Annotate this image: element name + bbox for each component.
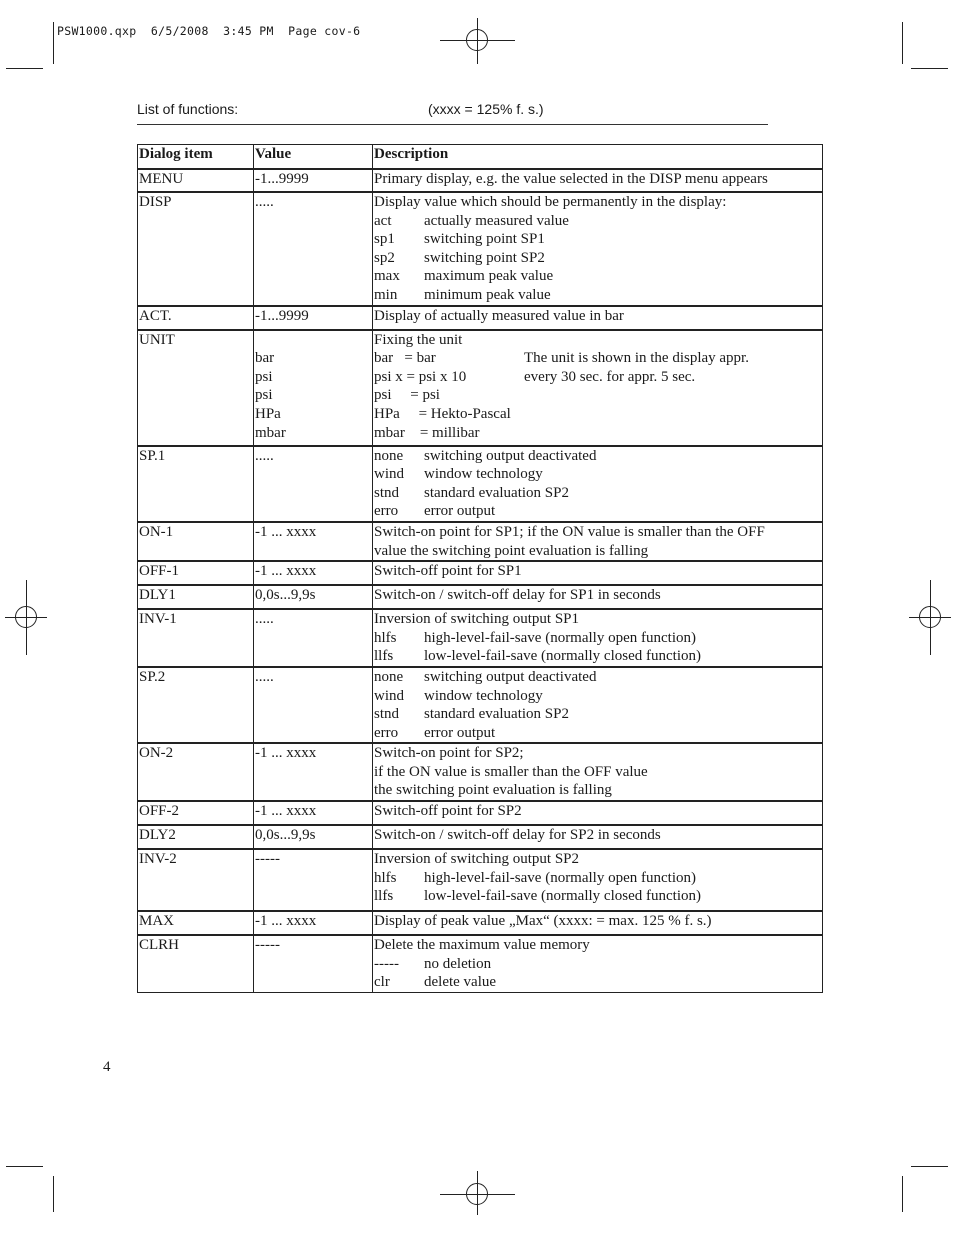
dialog-item-cell bbox=[138, 192, 254, 306]
column-header: Value bbox=[254, 145, 373, 170]
value-cell bbox=[254, 585, 373, 609]
option-meaning: low-level-fail-save (normally closed function) bbox=[424, 888, 701, 905]
option-code: llfs bbox=[374, 648, 394, 665]
description-cell bbox=[373, 849, 823, 911]
value-text: ----- bbox=[255, 937, 280, 954]
description-text: Display of actually measured value in bar bbox=[374, 307, 624, 324]
table-row bbox=[138, 169, 823, 192]
option-meaning: actually measured value bbox=[424, 212, 569, 229]
option-meaning: low-level-fail-save (normally closed function) bbox=[424, 648, 701, 665]
option-code: min bbox=[374, 286, 398, 303]
description-cell bbox=[373, 306, 823, 330]
table-row bbox=[138, 935, 823, 992]
dialog-item-cell bbox=[138, 801, 254, 825]
crop-mark bbox=[53, 22, 54, 64]
description-text: Delete the maximum value memory bbox=[374, 937, 590, 954]
unit-note: The unit is shown in the display appr. bbox=[524, 350, 749, 367]
option-line bbox=[374, 724, 822, 743]
description-text: Switch-on point for SP1; if the ON value is smaller than the OFF bbox=[374, 523, 765, 540]
option-meaning: standard evaluation SP2 bbox=[424, 484, 569, 501]
table-row bbox=[138, 801, 823, 825]
option-meaning: error output bbox=[424, 503, 496, 520]
dialog-item: MAX bbox=[139, 913, 175, 930]
option-code: sp1 bbox=[374, 231, 395, 248]
description-text: the switching point evaluation is falling bbox=[374, 782, 612, 799]
option-line bbox=[374, 212, 822, 231]
table-row bbox=[138, 561, 823, 585]
table-row bbox=[138, 911, 823, 935]
description-text: value the switching point evaluation is falling bbox=[374, 542, 649, 559]
unit-definition: HPa = Hekto-Pascal bbox=[374, 405, 511, 422]
unit-option bbox=[374, 424, 822, 443]
dialog-item-cell bbox=[138, 446, 254, 522]
option-line bbox=[374, 230, 822, 249]
value-cell bbox=[254, 609, 373, 667]
option-line bbox=[374, 249, 822, 268]
unit-option bbox=[374, 386, 822, 405]
option-line bbox=[374, 502, 822, 521]
option-code: erro bbox=[374, 503, 399, 520]
value-cell bbox=[254, 667, 373, 743]
table-row bbox=[138, 330, 823, 446]
value-cell bbox=[254, 801, 373, 825]
description-text: Display value which should be permanently in the display: bbox=[374, 194, 727, 210]
dialog-item-cell bbox=[138, 935, 254, 992]
option-line bbox=[374, 887, 822, 906]
option-line bbox=[374, 447, 822, 466]
option-code: act bbox=[374, 212, 392, 229]
option-meaning: no deletion bbox=[424, 955, 492, 972]
description-text: Display of peak value „Max“ (xxxx: = max. 125 % f. s.) bbox=[374, 913, 712, 930]
dialog-item: ACT. bbox=[139, 307, 172, 324]
column-header: Dialog item bbox=[138, 145, 254, 170]
description-cell bbox=[373, 667, 823, 743]
description-cell bbox=[373, 192, 823, 306]
value-text: -1 ... xxxx bbox=[255, 523, 317, 540]
description-cell bbox=[373, 825, 823, 849]
option-line bbox=[374, 955, 822, 974]
value-cell bbox=[254, 849, 373, 911]
value-cell bbox=[254, 561, 373, 585]
description-cell bbox=[373, 561, 823, 585]
dialog-item-cell bbox=[138, 825, 254, 849]
description-cell bbox=[373, 330, 823, 446]
description-cell bbox=[373, 169, 823, 192]
table-row bbox=[138, 522, 823, 561]
list-title: List of functions: bbox=[137, 101, 239, 117]
description-cell bbox=[373, 446, 823, 522]
description-text: Switch-on / switch-off delay for SP2 in seconds bbox=[374, 827, 661, 844]
option-code: sp2 bbox=[374, 249, 395, 266]
option-line bbox=[374, 705, 822, 724]
dialog-item-cell bbox=[138, 585, 254, 609]
unit-option bbox=[374, 349, 822, 368]
value-cell bbox=[254, 935, 373, 992]
value-text: ..... bbox=[255, 194, 274, 210]
value-cell bbox=[254, 169, 373, 192]
crop-mark bbox=[53, 1176, 54, 1212]
option-code: wind bbox=[374, 687, 404, 704]
option-meaning: switching output deactivated bbox=[424, 447, 597, 464]
dialog-item: ON-1 bbox=[139, 523, 174, 540]
dialog-item: DISP bbox=[139, 194, 172, 210]
dialog-item: SP.2 bbox=[139, 668, 166, 685]
option-code: stnd bbox=[374, 484, 400, 501]
dialog-item: INV-1 bbox=[139, 611, 177, 628]
option-meaning: minimum peak value bbox=[424, 286, 551, 303]
table-row bbox=[138, 585, 823, 609]
value-cell bbox=[254, 446, 373, 522]
dialog-item: INV-2 bbox=[139, 851, 177, 868]
table-row bbox=[138, 849, 823, 911]
description-text: if the ON value is smaller than the OFF value bbox=[374, 763, 648, 780]
crop-mark bbox=[911, 68, 948, 69]
option-meaning: standard evaluation SP2 bbox=[424, 706, 569, 723]
option-meaning: delete value bbox=[424, 974, 497, 991]
value-text: -1 ... xxxx bbox=[255, 803, 317, 820]
column-header: Description bbox=[373, 145, 823, 170]
value-text: -1 ... xxxx bbox=[255, 563, 317, 580]
scale-note: (xxxx = 125% f. s.) bbox=[428, 101, 544, 117]
option-line bbox=[374, 629, 822, 648]
option-meaning: window technology bbox=[424, 466, 543, 483]
value-text: psi bbox=[255, 368, 273, 385]
option-code: hlfs bbox=[374, 869, 397, 886]
option-meaning: maximum peak value bbox=[424, 268, 554, 285]
unit-definition: psi x = psi x 10 bbox=[374, 368, 467, 385]
table-row bbox=[138, 306, 823, 330]
value-cell bbox=[254, 911, 373, 935]
header-rule bbox=[137, 124, 768, 125]
dialog-item-cell bbox=[138, 743, 254, 801]
functions-table bbox=[137, 144, 823, 993]
description-cell bbox=[373, 585, 823, 609]
table-row bbox=[138, 825, 823, 849]
value-text: ..... bbox=[255, 611, 274, 628]
option-line bbox=[374, 869, 822, 888]
dialog-item-cell bbox=[138, 306, 254, 330]
option-code: wind bbox=[374, 466, 404, 483]
option-line bbox=[374, 267, 822, 286]
option-line bbox=[374, 973, 822, 992]
option-meaning: switching output deactivated bbox=[424, 668, 597, 685]
dialog-item-cell bbox=[138, 911, 254, 935]
value-text: HPa bbox=[255, 405, 281, 422]
option-meaning: high-level-fail-save (normally open function) bbox=[424, 629, 696, 646]
unit-option bbox=[374, 405, 822, 424]
value-text: 0,0s...9,9s bbox=[255, 827, 316, 844]
option-line bbox=[374, 484, 822, 503]
dialog-item: ON-2 bbox=[139, 745, 174, 762]
description-text: Switch-on / switch-off delay for SP1 in seconds bbox=[374, 587, 661, 604]
unit-definition: bar = bar bbox=[374, 350, 436, 367]
table-row bbox=[138, 667, 823, 743]
dialog-item: UNIT bbox=[139, 331, 175, 348]
dialog-item: OFF-2 bbox=[139, 803, 180, 820]
value-cell bbox=[254, 306, 373, 330]
dialog-item-cell bbox=[138, 169, 254, 192]
table-row bbox=[138, 743, 823, 801]
description-text: Switch-off point for SP1 bbox=[374, 563, 522, 580]
dialog-item: MENU bbox=[139, 171, 184, 187]
description-text: Inversion of switching output SP2 bbox=[374, 851, 579, 868]
option-code: max bbox=[374, 268, 400, 285]
value-text: ..... bbox=[255, 447, 274, 464]
value-text: ..... bbox=[255, 668, 274, 685]
dialog-item: OFF-1 bbox=[139, 563, 180, 580]
crop-mark bbox=[911, 1166, 948, 1167]
description-text: Switch-on point for SP2; bbox=[374, 745, 524, 762]
value-text: 0,0s...9,9s bbox=[255, 587, 316, 604]
print-slug: PSW1000.qxp 6/5/2008 3:45 PM Page cov-6 bbox=[57, 24, 361, 38]
option-code: stnd bbox=[374, 706, 400, 723]
option-meaning: switching point SP2 bbox=[424, 249, 545, 266]
value-text: -1...9999 bbox=[255, 171, 309, 187]
option-code: llfs bbox=[374, 888, 394, 905]
value-text: ----- bbox=[255, 851, 280, 868]
value-cell bbox=[254, 330, 373, 446]
dialog-item-cell bbox=[138, 561, 254, 585]
description-cell bbox=[373, 609, 823, 667]
option-line bbox=[374, 465, 822, 484]
table-row bbox=[138, 192, 823, 306]
option-code: none bbox=[374, 447, 404, 464]
dialog-item: CLRH bbox=[139, 937, 180, 954]
unit-note: every 30 sec. for appr. 5 sec. bbox=[524, 368, 696, 385]
value-text: -1 ... xxxx bbox=[255, 913, 317, 930]
option-meaning: error output bbox=[424, 724, 496, 741]
unit-definition: mbar = millibar bbox=[374, 424, 480, 441]
description-cell bbox=[373, 522, 823, 561]
table-row bbox=[138, 446, 823, 522]
option-line bbox=[374, 286, 822, 305]
value-cell bbox=[254, 743, 373, 801]
value-text bbox=[255, 331, 372, 350]
dialog-item-cell bbox=[138, 330, 254, 446]
value-cell bbox=[254, 192, 373, 306]
option-code: ----- bbox=[374, 955, 399, 972]
value-text: psi bbox=[255, 387, 273, 404]
option-code: clr bbox=[374, 974, 390, 991]
description-cell bbox=[373, 801, 823, 825]
description-cell bbox=[373, 911, 823, 935]
value-text: bar bbox=[255, 350, 275, 367]
dialog-item: DLY2 bbox=[139, 827, 176, 844]
option-meaning: switching point SP1 bbox=[424, 231, 545, 248]
dialog-item: DLY1 bbox=[139, 587, 176, 604]
option-code: erro bbox=[374, 724, 399, 741]
option-code: hlfs bbox=[374, 629, 397, 646]
page-number: 4 bbox=[103, 1059, 111, 1075]
unit-definition: psi = psi bbox=[374, 387, 440, 404]
table-header-row bbox=[138, 145, 823, 170]
description-text: Inversion of switching output SP1 bbox=[374, 611, 579, 628]
value-text: -1 ... xxxx bbox=[255, 745, 317, 762]
value-text: -1...9999 bbox=[255, 307, 309, 324]
value-text: mbar bbox=[255, 424, 286, 441]
value-cell bbox=[254, 825, 373, 849]
description-text: Switch-off point for SP2 bbox=[374, 803, 522, 820]
option-line bbox=[374, 668, 822, 687]
dialog-item-cell bbox=[138, 609, 254, 667]
option-meaning: high-level-fail-save (normally open function) bbox=[424, 869, 696, 886]
value-cell bbox=[254, 522, 373, 561]
option-line bbox=[374, 687, 822, 706]
table-row bbox=[138, 609, 823, 667]
option-meaning: window technology bbox=[424, 687, 543, 704]
option-code: none bbox=[374, 668, 404, 685]
crop-mark bbox=[6, 1166, 43, 1167]
crop-mark bbox=[902, 1176, 903, 1212]
description-text: Fixing the unit bbox=[374, 331, 463, 348]
unit-option bbox=[374, 368, 822, 387]
dialog-item: SP.1 bbox=[139, 447, 166, 464]
crop-mark bbox=[6, 68, 43, 69]
description-text: Primary display, e.g. the value selected in the DISP menu appears bbox=[374, 171, 768, 187]
description-cell bbox=[373, 935, 823, 992]
description-cell bbox=[373, 743, 823, 801]
option-line bbox=[374, 647, 822, 666]
crop-mark bbox=[902, 22, 903, 64]
dialog-item-cell bbox=[138, 849, 254, 911]
dialog-item-cell bbox=[138, 667, 254, 743]
dialog-item-cell bbox=[138, 522, 254, 561]
